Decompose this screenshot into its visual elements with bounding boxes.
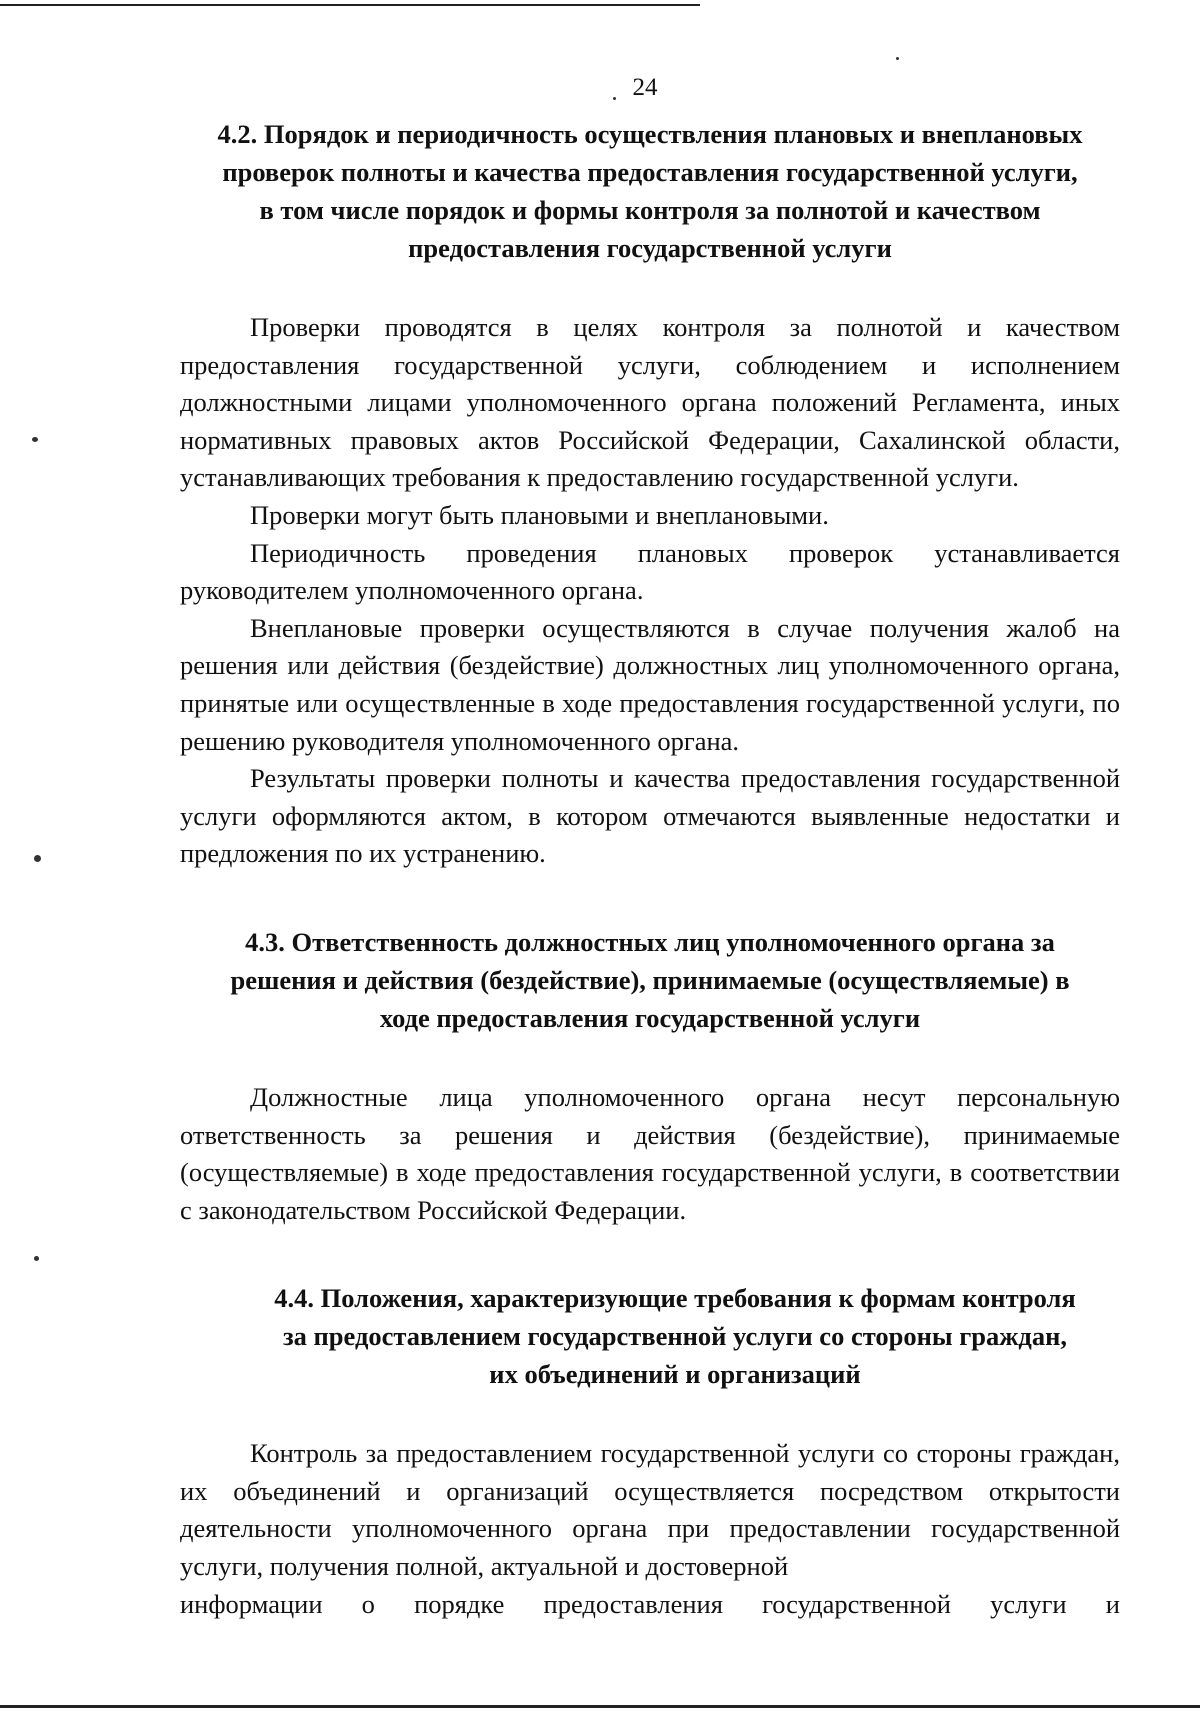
section-heading-4-3 — [180, 923, 1120, 1037]
page-number: 24 — [632, 74, 658, 101]
scan-speck — [34, 1256, 39, 1261]
paragraph: Проверки могут быть плановыми и внеплановыми. — [250, 499, 829, 530]
section-heading-4-4 — [180, 1279, 1120, 1393]
word: информации — [180, 1588, 323, 1619]
word: услуги — [990, 1588, 1067, 1619]
top-scan-edge — [0, 4, 700, 6]
heading-line: ходе предоставления государственной услуги — [379, 1002, 921, 1033]
word: предоставления — [543, 1588, 723, 1619]
paragraph-last-line — [180, 1586, 1120, 1624]
heading-line: проверок полноты и качества предоставления государственной услуги, — [222, 157, 1078, 187]
paragraph: Должностные лица уполномоченного органа несут персональную ответственность за решения и действия (бездействие), принимаемые (осуществляемые) в ходе предоставления государственной услуги, в соответствии с законодательством Российской Федерации. — [180, 1081, 1120, 1225]
heading-line: в том числе порядок и формы контроля за полнотой и качеством — [259, 195, 1041, 225]
document-body — [180, 115, 1120, 1623]
heading-line: решения и действия (бездействие), принимаемые (осуществляемые) в — [230, 964, 1070, 995]
word: и — [1105, 1588, 1120, 1619]
heading-line: 4.2. Порядок и периодичность осуществления плановых и внеплановых — [217, 119, 1083, 149]
word: порядке — [414, 1588, 505, 1619]
heading-line: 4.3. Ответственность должностных лиц уполномоченного органа за — [245, 926, 1055, 957]
heading-line: 4.4. Положения, характеризующие требования к формам контроля — [274, 1283, 1076, 1314]
scan-speck — [34, 855, 41, 862]
paragraph: Периодичность проведения плановых проверок устанавливается руководителем уполномоченного органа. — [180, 537, 1120, 606]
section-heading-4-2 — [180, 115, 1120, 267]
paragraph: Внеплановые проверки осуществляются в случае получения жалоб на решения или действия (бездействие) должностных лиц уполномоченного органа, принятые или осуществленные в ходе предоставления государственной услуги, по решению руководителя уполномоченного органа. — [180, 612, 1120, 756]
word: о — [361, 1588, 375, 1619]
word: государственной — [762, 1588, 951, 1619]
heading-line: их объединений и организаций — [489, 1359, 861, 1390]
paragraph: Контроль за предоставлением государственной услуги со стороны граждан, их объединений и организаций осуществляется посредством открытости деятельности уполномоченного органа при предоставлении государственной услуги, получения полной, актуальной и достоверной — [180, 1438, 1120, 1582]
heading-line: за предоставлением государственной услуги со стороны граждан, — [283, 1321, 1067, 1352]
scan-speck — [896, 57, 899, 60]
bottom-scan-edge — [0, 1705, 1200, 1708]
heading-line: предоставления государственной услуги — [408, 233, 892, 263]
paragraph: Результаты проверки полноты и качества предоставления государственной услуги оформляются актом, в котором отмечаются выявленные недостатки и предложения по их устранению. — [180, 763, 1120, 869]
scan-speck — [32, 437, 38, 442]
scan-speck — [613, 97, 616, 100]
paragraph: Проверки проводятся в целях контроля за полнотой и качеством предоставления государственной услуги, соблюдением и исполнением должностными лицами уполномоченного органа положений Регламента, иных нормативных правовых актов Российской Федерации, Сахалинской области, устанавливающих требования к предоставлению государственной услуги. — [180, 312, 1120, 493]
